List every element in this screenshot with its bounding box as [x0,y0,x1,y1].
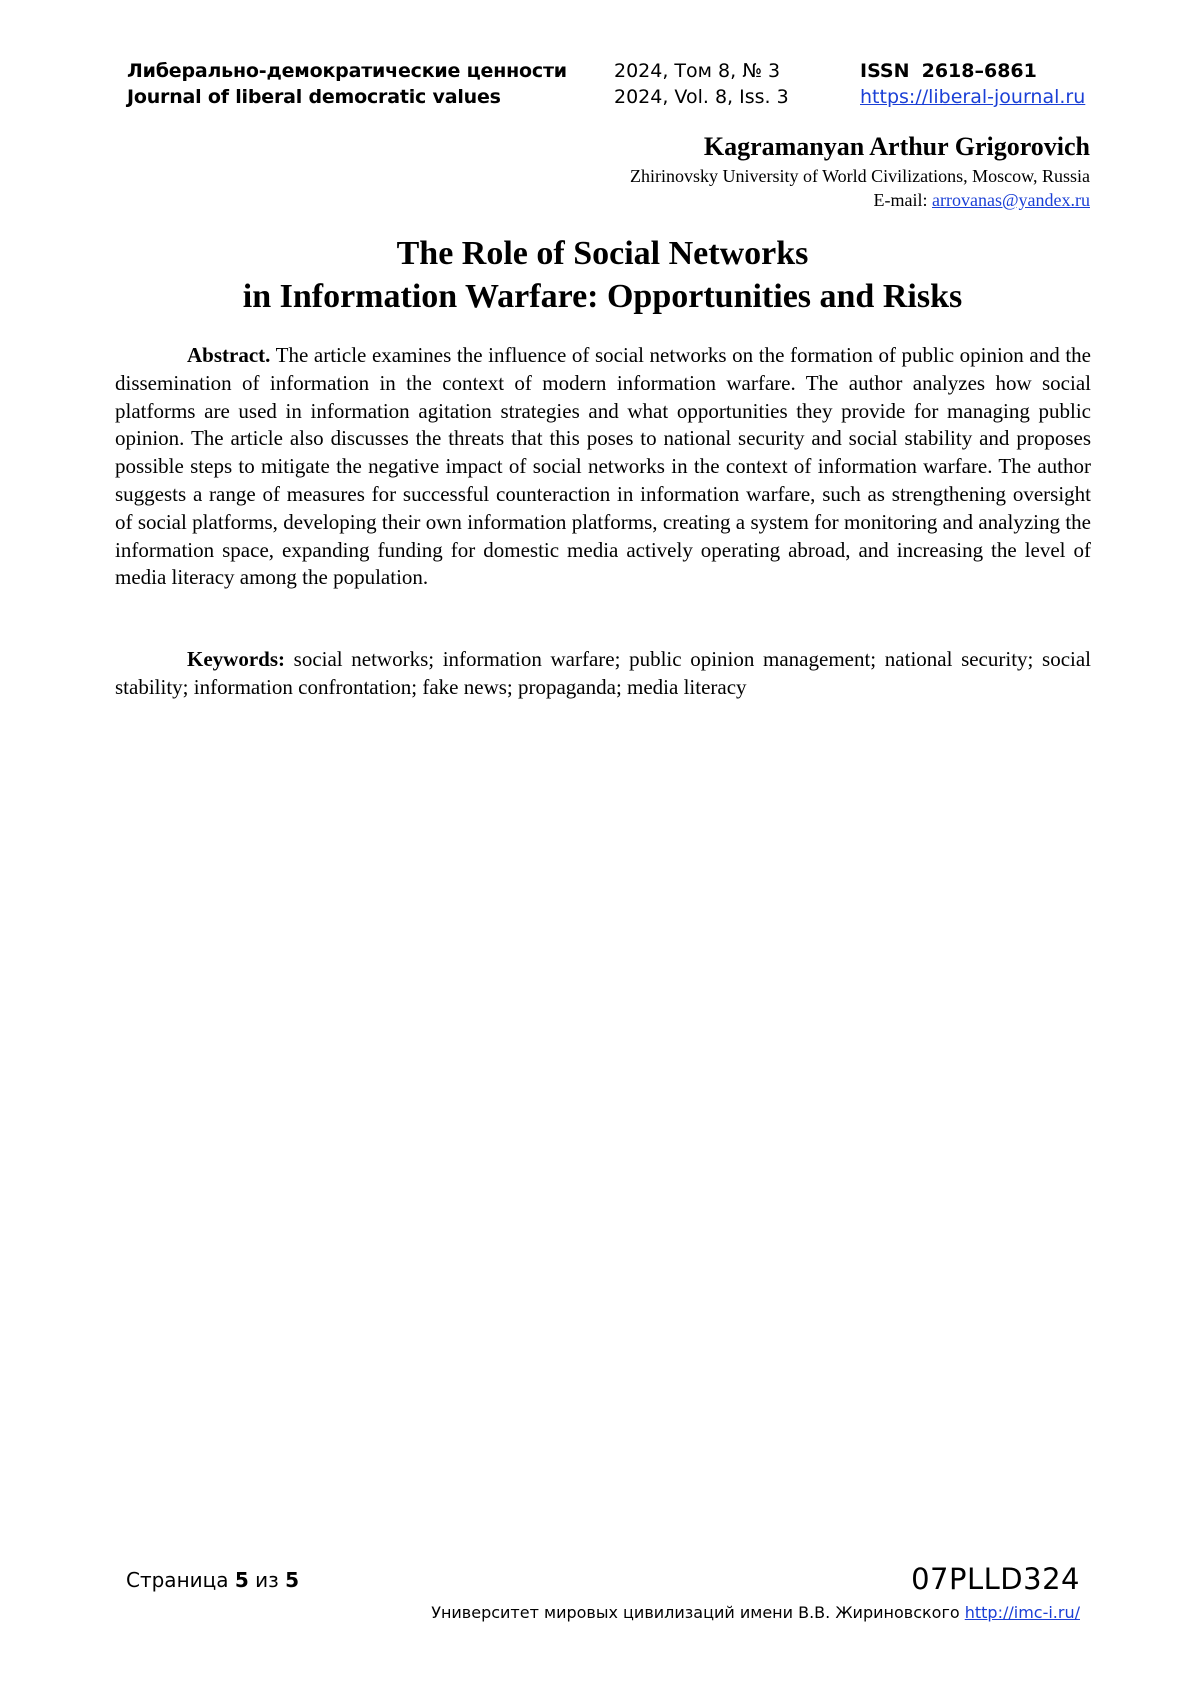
page-number [126,1567,299,1593]
issn-number: 2618–6861 [921,60,1037,82]
abstract-label: Abstract. [187,343,271,367]
issue-ru: 2024, Том 8, № 3 [614,60,781,82]
page-of: из [255,1568,279,1592]
abstract-text: The article examines the influence of social networks on the formation of public opinion and the dissemination of information in the context of modern information warfare. The author analyzes how social platforms are used in information agitation strategies and what opportunities they provide for managing public opinion. The article also discusses the threats that this poses to national security and social stability and proposes possible steps to mitigate the negative impact of social networks in the context of information warfare. The author suggests a range of measures for successful counteraction in information warfare, such as strengthening oversight of social platforms, developing their own information platforms, creating a system for monitoring and analyzing the information space, expanding funding for domestic media actively operating abroad, and increasing the level of media literacy among the population. [115,343,1091,590]
page-current: 5 [234,1568,249,1592]
issn-line [860,58,1085,84]
article-code: 07PLLD324 [911,1562,1080,1596]
author-affiliation: Zhirinovsky University of World Civilizations, Moscow, Russia [629,166,1090,186]
author-name: Kagramanyan Arthur Grigorovich [703,132,1090,161]
author-block [630,130,1090,212]
author-email-line [630,188,1090,212]
page-word: Страница [126,1568,229,1592]
issn-block [860,58,1085,110]
page-total: 5 [285,1568,300,1592]
university-name: Университет мировых цивилизаций имени В.В. Жириновского [431,1603,960,1622]
journal-name-en: Journal of liberal democratic values [127,86,501,108]
abstract-paragraph [115,342,1091,592]
title-line-1: The Role of Social Networks [396,235,809,272]
journal-name-block [127,58,567,110]
article-title [115,232,1090,318]
journal-name-ru: Либерально-демократические ценности [127,60,567,82]
issue-en: 2024, Vol. 8, Iss. 3 [614,86,789,108]
title-line-2: in Information Warfare: Opportunities and Risks [242,278,963,315]
keywords-paragraph [115,646,1091,702]
journal-website-link[interactable]: https://liberal-journal.ru [860,86,1086,108]
issn-label: ISSN [860,60,910,82]
issue-info-block [614,58,789,110]
keywords-text: social networks; information warfare; public opinion management; national security; social stability; information confrontation; fake news; propaganda; media literacy [115,647,1092,699]
university-link[interactable]: http://imc-i.ru/ [964,1603,1080,1622]
email-label: E-mail: [873,190,928,210]
author-email-link[interactable]: arrovanas@yandex.ru [931,190,1090,210]
keywords-label: Keywords: [187,647,285,671]
university-footer [431,1602,1080,1624]
